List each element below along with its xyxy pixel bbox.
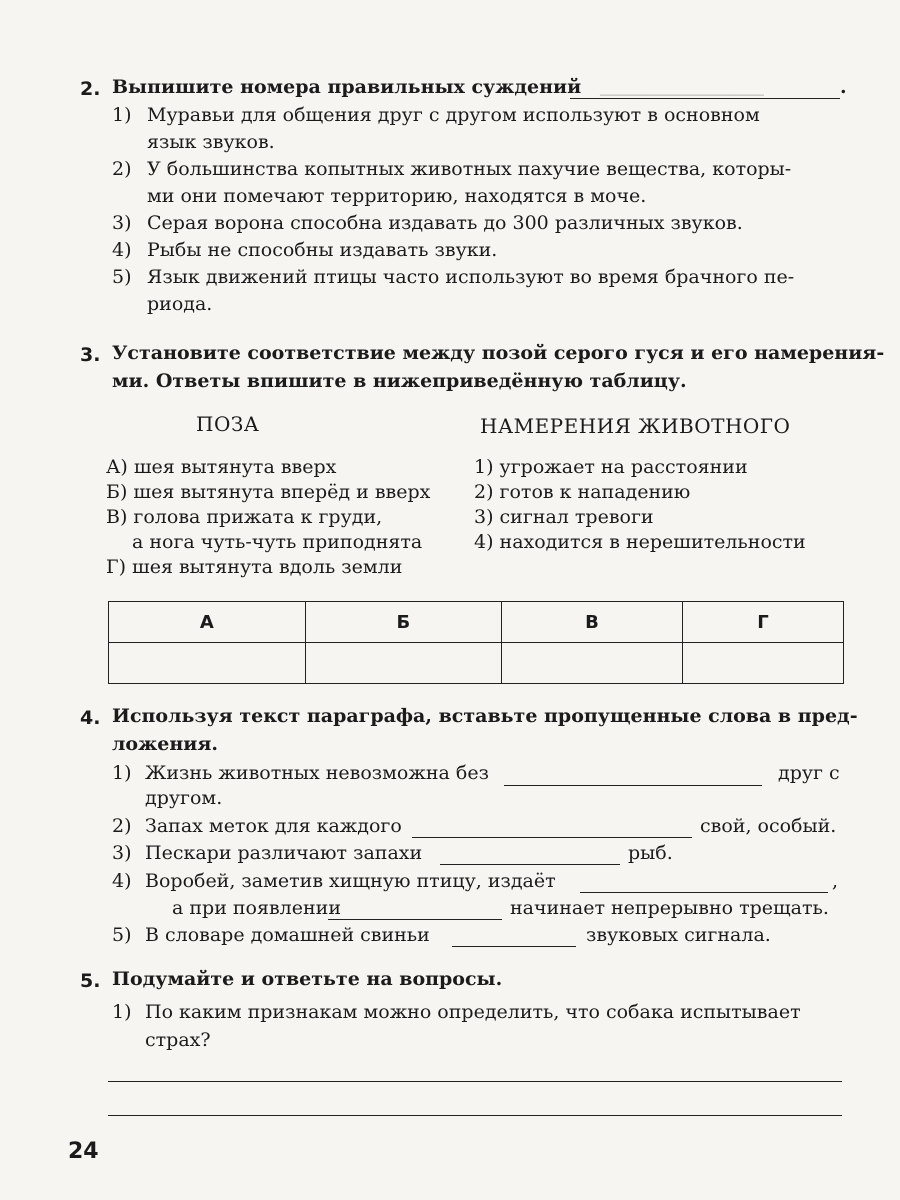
pose-option: Б) шея вытянута вперёд и вверх — [106, 481, 431, 503]
question-prompt: Установите соответствие между позой серого гуся и его намерения- — [112, 342, 885, 364]
answer-line[interactable] — [108, 1081, 842, 1082]
sentence-start: Запах меток для каждого — [145, 815, 402, 837]
pose-option-continued: а нога чуть-чуть приподнята — [132, 531, 423, 553]
statement-text: Серая ворона способна издавать до 300 различных звуков. — [147, 212, 743, 234]
question-number: 2. — [80, 78, 101, 100]
item-number: 2) — [112, 158, 132, 180]
page-number: 24 — [68, 1139, 99, 1164]
item-number: 1) — [112, 762, 132, 784]
question-number: 3. — [80, 344, 101, 366]
sentence-start: Воробей, заметив хищную птицу, издаёт — [145, 870, 556, 892]
item-number: 1) — [112, 104, 132, 126]
question-prompt: Используя текст параграфа, вставьте пропущенные слова в пред- — [112, 705, 858, 727]
sentence-end: рыб. — [628, 842, 673, 864]
question-prompt: ми. Ответы впишите в нижеприведённую таблицу. — [112, 370, 687, 392]
sentence-end: друг с — [778, 762, 840, 784]
prompt-end: . — [840, 76, 847, 98]
statement-text: риода. — [147, 293, 213, 315]
table-header-v: В — [502, 602, 683, 643]
sentence-start: В словаре домашней свиньи — [145, 924, 430, 946]
workbook-page: ──────────────── 2. Выпишите номера правильных суждений . 1) Муравьи для общения друг с другом используют в основном язык звуков. 2) У большинства копытных животных пахучие вещества, которы- ми они помечают территорию, находятся в моче. 3) Серая ворона способна издавать до 300 различных звуков. 4) Рыбы не способны издавать звуки. 5) Язык движений птицы часто используют во время брачного пе- риода. 3. Установите соответствие между позой серого гуся и его намерения- ми. Ответы впишите в нижеприведённую таблицу. ПОЗА НАМЕРЕНИЯ ЖИВОТНОГО А) шея вытянута вверх Б) шея вытянута вперёд и вверх В) голова прижата к груди, а нога чуть-чуть приподнята Г) шея вытянута вдоль земли 1) угрожает на расстоянии 2) готов к нападению 3) сигнал тревоги 4) находится в нерешительности А Б В Г 4. Используя текст параграфа, вставьте пропущенные слова в пред- ложения. 1) Жизнь животных невозможна без друг с другом. 2) Запах меток для каждого свой, особый. 3) Пескари различают запахи рыб. 4) Воробей, заметив хищную птицу, издаёт , а при появлении начинает непрерывно трещать. 5) В словаре домашней свиньи звуковых сигнала. 5. Подумайте и ответьте на вопросы. 1) По каким признакам можно определить, что собака испытывает страх? 24 — [68, 76, 885, 1164]
intention-option: 4) находится в нерешительности — [474, 531, 806, 553]
question-number: 4. — [80, 707, 101, 729]
sentence-end: , — [832, 870, 839, 892]
pose-option: А) шея вытянута вверх — [106, 456, 337, 478]
fill-in-blank[interactable] — [504, 785, 762, 786]
answer-cell-b[interactable] — [305, 643, 502, 684]
sentence-end: звуковых сигнала. — [586, 924, 771, 946]
fill-in-blank[interactable] — [452, 946, 576, 947]
answer-table-row — [109, 643, 844, 684]
answer-cell-g[interactable] — [682, 643, 843, 684]
item-number: 4) — [112, 239, 132, 261]
item-number: 5) — [112, 924, 132, 946]
sentence-continued: а при появлении — [172, 897, 341, 919]
sentence-start: Жизнь животных невозможна без — [145, 762, 489, 784]
answer-cell-v[interactable] — [502, 643, 683, 684]
pose-option: В) голова прижата к груди, — [106, 506, 383, 528]
fill-in-blank[interactable] — [412, 837, 692, 838]
pose-option: Г) шея вытянута вдоль земли — [106, 556, 403, 578]
statement-text: ми они помечают территорию, находятся в моче. — [147, 185, 647, 207]
table-header-a: А — [109, 602, 306, 643]
item-number: 2) — [112, 815, 132, 837]
answer-table-header — [109, 602, 844, 643]
question-prompt: Подумайте и ответьте на вопросы. — [112, 968, 503, 990]
sentence-continued: другом. — [145, 787, 223, 809]
answer-line[interactable] — [570, 98, 840, 99]
item-number: 1) — [112, 1001, 132, 1023]
column-heading-intention: НАМЕРЕНИЯ ЖИВОТНОГО — [480, 414, 791, 438]
answer-line[interactable] — [108, 1115, 842, 1116]
fill-in-blank[interactable] — [440, 864, 620, 865]
intention-option: 1) угрожает на расстоянии — [474, 456, 748, 478]
fill-in-blank[interactable] — [328, 919, 502, 920]
sentence-end: свой, особый. — [700, 815, 837, 837]
statement-text: У большинства копытных животных пахучие вещества, которы- — [147, 158, 792, 180]
answer-table — [108, 601, 844, 684]
column-heading-pose: ПОЗА — [196, 412, 260, 436]
item-number: 3) — [112, 842, 132, 864]
sentence-continued-end: начинает непрерывно трещать. — [510, 897, 829, 919]
intention-option: 2) готов к нападению — [474, 481, 691, 503]
question-prompt: Выпишите номера правильных суждений — [112, 76, 582, 98]
statement-text: Язык движений птицы часто используют во время брачного пе- — [147, 266, 795, 288]
answer-cell-a[interactable] — [109, 643, 306, 684]
question-text: страх? — [145, 1029, 211, 1051]
statement-text: Рыбы не способны издавать звуки. — [147, 239, 498, 261]
fill-in-blank[interactable] — [580, 892, 828, 893]
table-header-g: Г — [682, 602, 843, 643]
statement-text: Муравьи для общения друг с другом используют в основном — [147, 104, 760, 126]
item-number: 5) — [112, 266, 132, 288]
statement-text: язык звуков. — [147, 131, 275, 153]
question-prompt: ложения. — [112, 733, 218, 755]
question-number: 5. — [80, 970, 101, 992]
table-header-b: Б — [305, 602, 502, 643]
item-number: 4) — [112, 870, 132, 892]
intention-option: 3) сигнал тревоги — [474, 506, 654, 528]
sentence-start: Пескари различают запахи — [145, 842, 423, 864]
item-number: 3) — [112, 212, 132, 234]
question-text: По каким признакам можно определить, что собака испытывает — [145, 1001, 801, 1023]
